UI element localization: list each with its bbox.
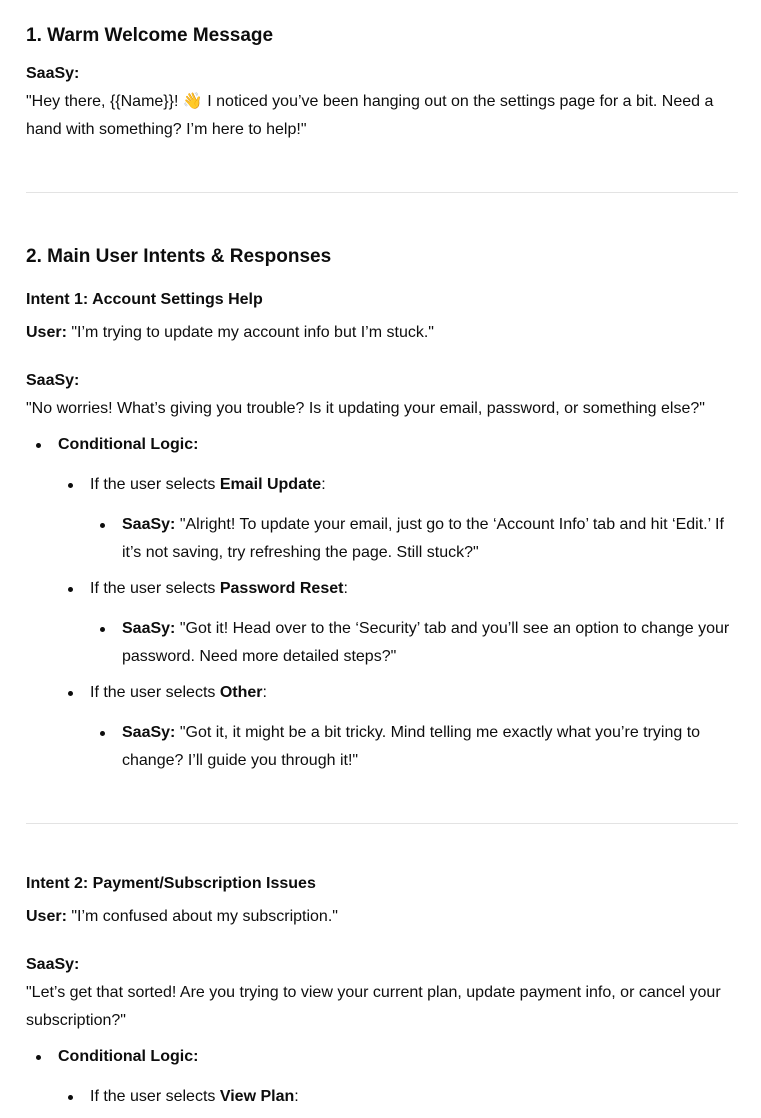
speaker-label: User: xyxy=(26,324,67,341)
section-heading: 2. Main User Intents & Responses xyxy=(26,246,332,267)
branch-suffix: : xyxy=(262,684,267,701)
branch-option: Other xyxy=(219,684,263,701)
branch-prefix: If the user selects xyxy=(90,1088,220,1105)
branch-option: Password Reset xyxy=(219,580,344,597)
speaker-label: SaaSy: xyxy=(26,372,80,389)
speaker-label: SaaSy: xyxy=(122,620,176,637)
speaker-label: SaaSy: xyxy=(122,724,176,741)
intent-title: Intent 2: Payment/Subscription Issues xyxy=(26,875,316,892)
branch-suffix: : xyxy=(321,476,326,493)
branch-prefix: If the user selects xyxy=(90,476,220,493)
intent-title: Intent 1: Account Settings Help xyxy=(26,291,263,308)
list-item xyxy=(26,679,738,707)
user-message xyxy=(26,319,738,347)
list-item xyxy=(26,615,738,671)
speaker-label: SaaSy: xyxy=(122,516,176,533)
branch-suffix: : xyxy=(343,580,348,597)
branch-option: Email Update xyxy=(219,476,322,493)
logic-label: Conditional Logic: xyxy=(58,436,199,453)
message-text: "Got it, it might be a bit tricky. Mind telling me exactly what you’re trying to change? I’ll guide you through it!" xyxy=(122,724,701,769)
section-heading: 1. Warm Welcome Message xyxy=(26,25,274,46)
document xyxy=(26,0,738,1111)
user-message xyxy=(26,903,738,931)
message-text: "Hey there, {{Name}}! 👋 I noticed you’ve been hanging out on the settings page for a bit. Need a hand with something? I’m here to help!" xyxy=(26,93,714,138)
conditional-logic-list xyxy=(26,1043,738,1111)
list-item xyxy=(26,1083,738,1111)
message-text: "Let’s get that sorted! Are you trying to view your current plan, update payment info, or cancel your subscription?" xyxy=(26,984,721,1029)
speaker-label: SaaSy: xyxy=(26,956,80,973)
branch-suffix: : xyxy=(294,1088,299,1105)
branch-prefix: If the user selects xyxy=(90,684,220,701)
list-item xyxy=(26,1043,738,1071)
message-text: "I’m confused about my subscription." xyxy=(66,908,338,925)
logic-label: Conditional Logic: xyxy=(58,1048,199,1065)
list-item xyxy=(26,575,738,603)
branch-prefix: If the user selects xyxy=(90,580,220,597)
conditional-logic-list xyxy=(26,431,738,775)
message-text: "Got it! Head over to the ‘Security’ tab and you’ll see an option to change your password. Need more detailed steps?" xyxy=(122,620,730,665)
list-item xyxy=(26,511,738,567)
divider xyxy=(26,823,738,824)
branch-option: View Plan xyxy=(219,1088,295,1105)
speaker-label: SaaSy: xyxy=(26,65,80,82)
bot-message xyxy=(26,951,738,1035)
list-item xyxy=(26,719,738,775)
bot-message xyxy=(26,367,738,423)
message-text: "Alright! To update your email, just go to the ‘Account Info’ tab and hit ‘Edit.’ If it’s not saving, try refreshing the page. Still stuck?" xyxy=(122,516,724,561)
divider xyxy=(26,192,738,193)
list-item xyxy=(26,431,738,459)
bot-message xyxy=(26,60,738,144)
list-item xyxy=(26,471,738,499)
speaker-label: User: xyxy=(26,908,67,925)
message-text: "I’m trying to update my account info but I’m stuck." xyxy=(66,324,434,341)
message-text: "No worries! What’s giving you trouble? Is it updating your email, password, or something else?" xyxy=(26,400,705,417)
